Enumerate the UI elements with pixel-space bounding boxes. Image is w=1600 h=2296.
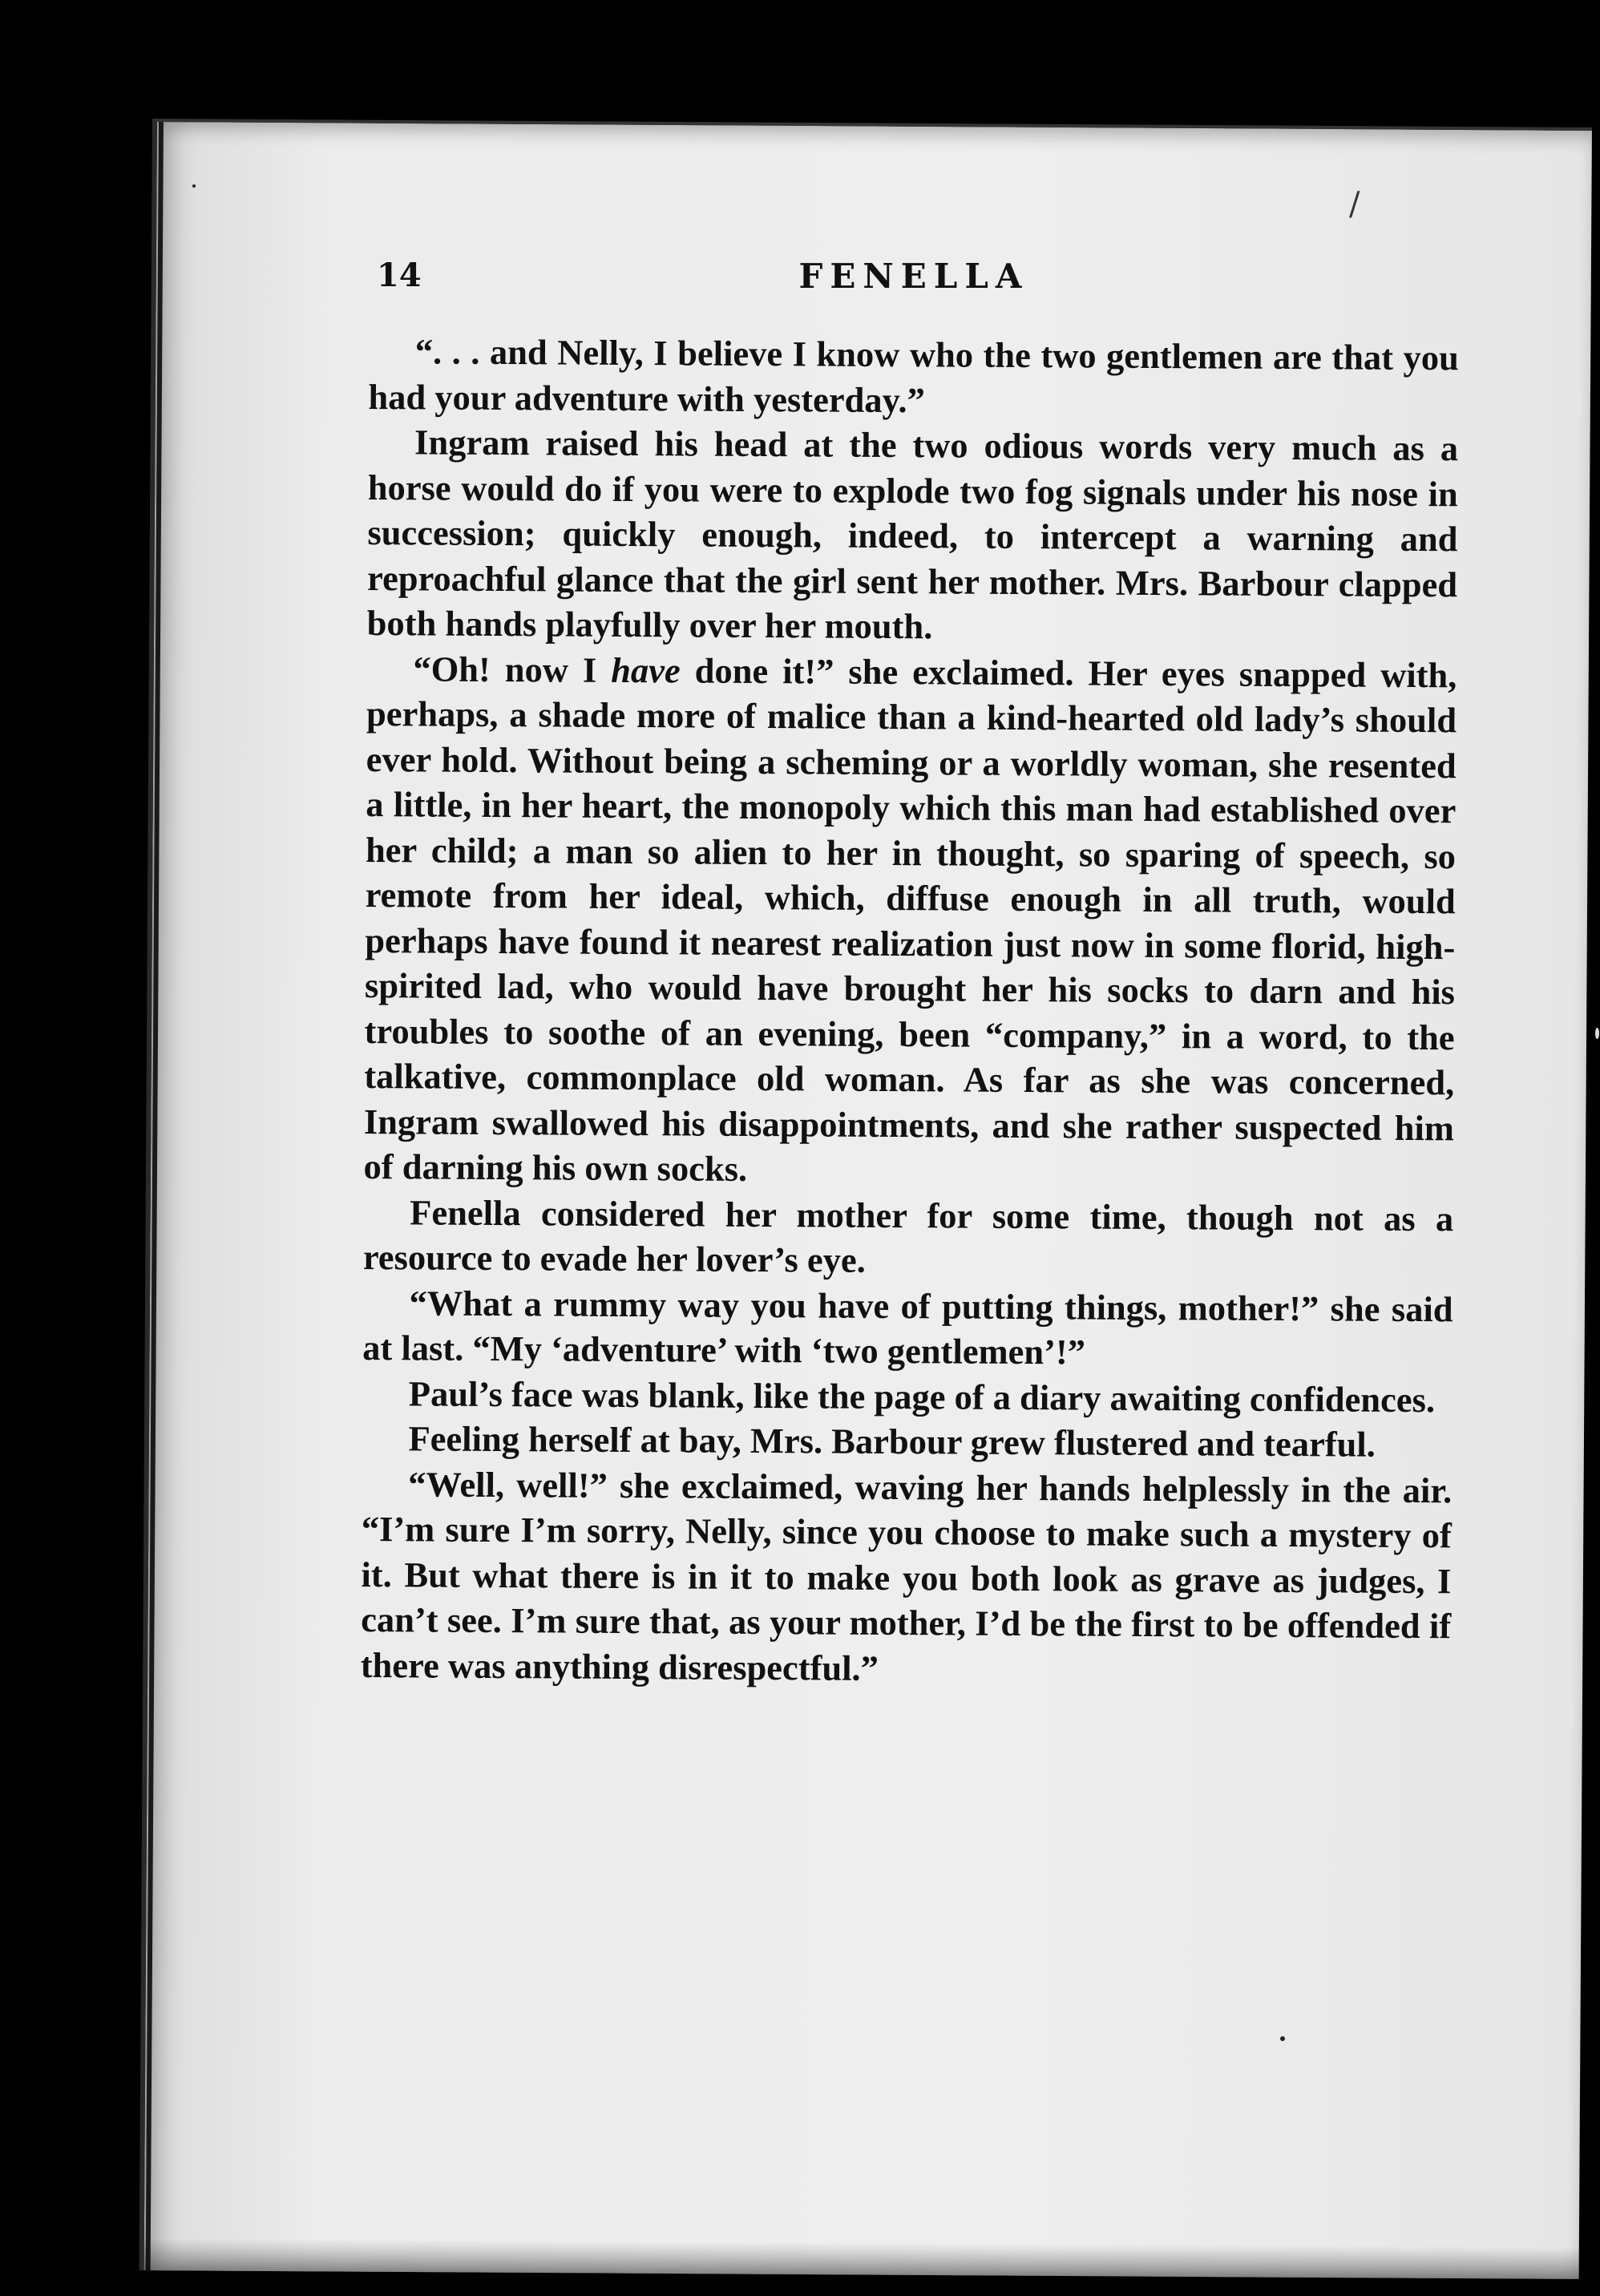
paragraph-text: “Oh! now I have done it!” she exclaimed. Her eyes snapped with, perhaps, a shade more of malice than a kind-hearted old lady’s should ever hold. Without being a scheming or a worldly woman, she resented a little, in her heart, the monopoly which this man had established over her child; a man so alien to her in thought, so sparing of speech, so remote from her ideal, which, diffuse enough in all truth, would perhaps have found it nearest realization just now in some florid, high-spirited lad, who would have brought her his socks to darn and his troubles to soothe of an evening, been “company,” in a word, to the talkative, commonplace old woman. As far as she was concerned, Ingram swallowed his disappointments, and she rather suspected him of darning his own socks. [363, 648, 1457, 1189]
page-number: 14 [377, 257, 422, 294]
paragraph [363, 645, 1457, 1195]
paragraph: “. . . and Nelly, I believe I know who the two gentlemen are that you had your adventure with yesterday.” [368, 331, 1459, 420]
paragraph: “What a rummy way you have of putting things, mother!” she said at last. “My ‘adventure’ with ‘two gentlemen’!” [362, 1282, 1453, 1372]
paragraph: Paul’s face was blank, like the page of a diary awaiting confidences. [408, 1372, 1436, 1420]
running-title: FENELLA [798, 257, 1029, 296]
body-text [361, 329, 1459, 1694]
margin-mark: / [1349, 186, 1360, 223]
dust-speck [1280, 2036, 1285, 2041]
paragraph: Fenella considered her mother for some time, though not as a resource to evade her lover’s eye. [362, 1191, 1454, 1280]
paragraph: “Well, well!” she exclaimed, waving her hands helplessly in the air. “I’m sure I’m sorry, Nelly, since you choose to make such a mystery of it. But what there is in it to make you both look as grave as judges, I can’t see. I’m sure that, as your mother, I’d be the first to be offended if there was anything disrespectful.” [360, 1463, 1453, 1688]
page-header [224, 257, 1451, 313]
dust-speck [1595, 1028, 1599, 1039]
paragraph: Ingram raised his head at the two odious words very much as a horse would do if you were to explode two fog signals under his nose in succession; quickly enough, indeed, to intercept a warning and reproachful glance that the girl sent her mother. Mrs. Barbour clapped both hands playfully over her mouth. [366, 422, 1459, 647]
dust-speck [192, 184, 196, 188]
paragraph: Feeling herself at bay, Mrs. Barbour grew flustered and tearful. [408, 1418, 1376, 1465]
italic-emphasis: have [611, 649, 681, 690]
